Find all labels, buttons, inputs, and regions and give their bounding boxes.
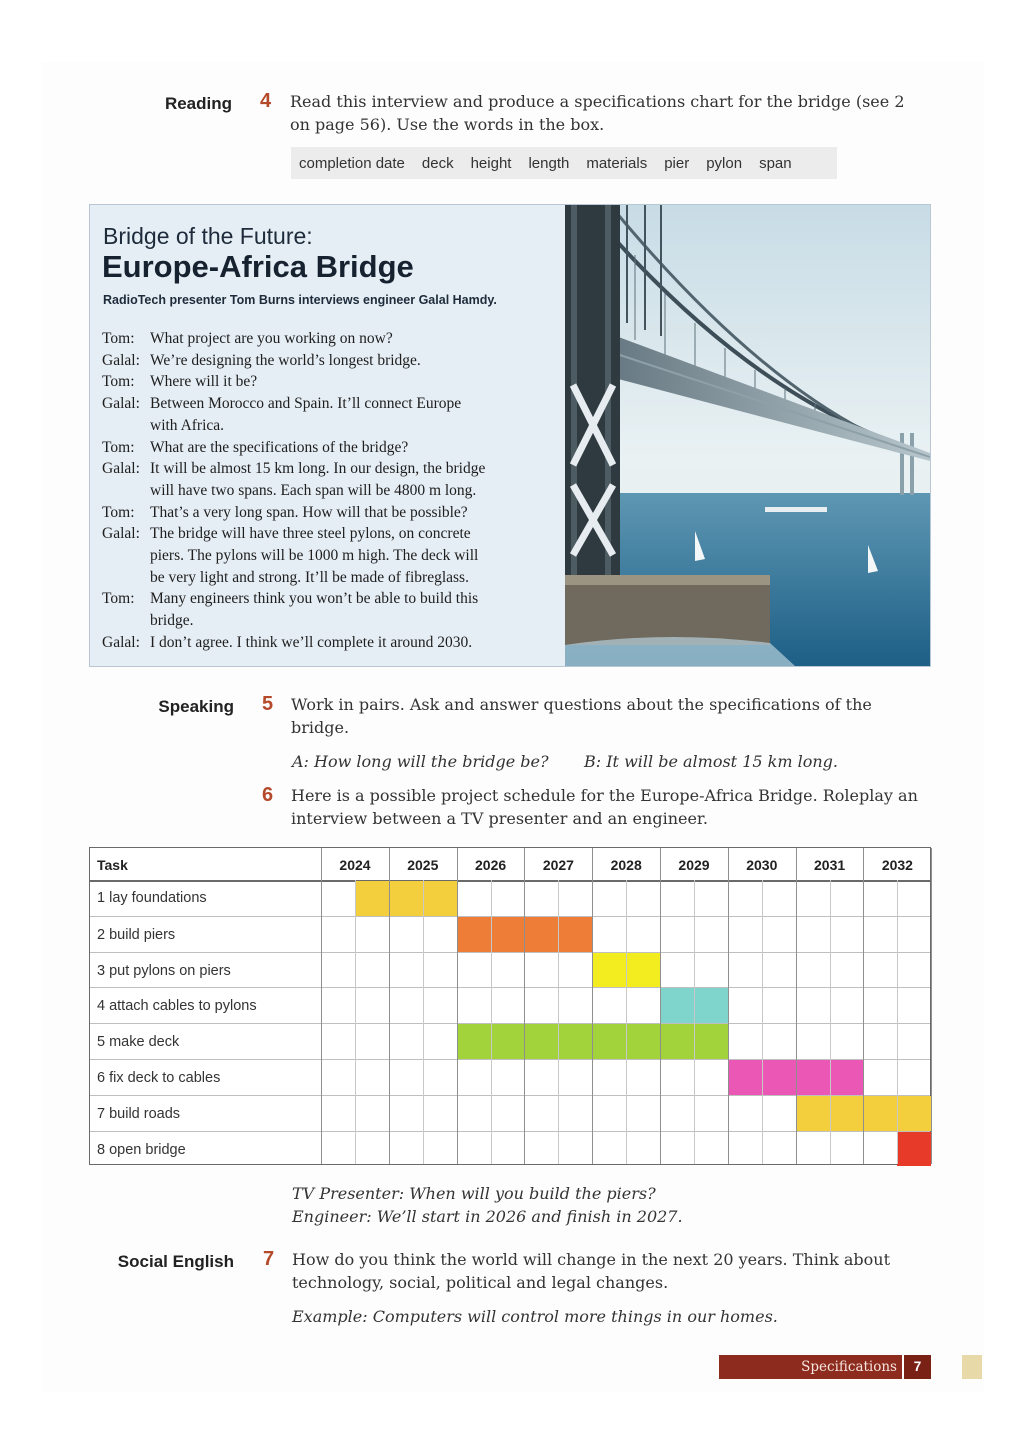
dialogue-line (102, 567, 552, 589)
dialogue-line (102, 350, 552, 372)
dialogue-text: Between Morocco and Spain. It’ll connect Europe (150, 395, 462, 413)
unit-title: Specifications (801, 1359, 897, 1375)
task-column-header: Task (97, 857, 128, 873)
speaker-name (102, 610, 150, 632)
task-label: 7 build roads (97, 1105, 181, 1122)
grid-line (457, 848, 458, 1164)
table-row (90, 952, 930, 989)
dialogue-line (102, 458, 552, 480)
grid-line (931, 848, 932, 1164)
exercise-5-number: 5 (262, 693, 274, 715)
speaker-name (102, 415, 150, 437)
speaker-name: Tom: (102, 590, 135, 608)
speaker-name (102, 480, 150, 502)
exercise-5-line-1: Work in pairs. Ask and answer questions about the specifications of the (291, 695, 872, 714)
grid-line (796, 848, 797, 1164)
table-row (90, 916, 930, 953)
exercise-7-number: 7 (263, 1248, 275, 1270)
table-row (90, 880, 930, 916)
dialogue-line (102, 610, 552, 632)
speaker-name: Galal: (102, 525, 140, 543)
word-box (291, 147, 837, 179)
article-box (89, 204, 931, 667)
speaker-name: Galal: (102, 351, 140, 369)
grid-line (762, 880, 763, 1164)
speaker-name (102, 567, 150, 589)
year-header: 2026 (475, 857, 507, 873)
example-question: A: How long will the bridge be? (292, 752, 549, 771)
task-label: 8 open bridge (97, 1141, 186, 1158)
dialogue-line (102, 480, 552, 502)
article-title: Europe-Africa Bridge (102, 249, 414, 284)
exercise-6-number: 6 (262, 784, 274, 806)
speaker-name: Galal: (102, 633, 140, 651)
task-label: 5 make deck (97, 1034, 180, 1051)
exercise-5-line-2: bridge. (291, 718, 350, 737)
word-item: materials (586, 154, 648, 172)
dialogue-line (102, 437, 552, 459)
year-header: 2031 (814, 857, 846, 873)
speaker-name: Galal: (102, 395, 140, 413)
grid-line (728, 848, 729, 1164)
word-item: span (759, 154, 792, 172)
grid-line (321, 848, 322, 1164)
exercise-4-line-2: on page 56). Use the words in the box. (290, 115, 605, 134)
grid-line (558, 880, 559, 1164)
interview-dialogue (102, 328, 552, 654)
exercise-6-line-2: interview between a TV presenter and an engineer. (291, 809, 708, 828)
dialogue-line (102, 588, 552, 610)
dialogue-text: Many engineers think you won’t be able to build this (150, 590, 479, 608)
task-label: 1 lay foundations (97, 890, 207, 906)
word-item: pylon (706, 154, 743, 172)
year-header: 2030 (746, 857, 778, 873)
exercise-4-line-1: Read this interview and produce a specifications chart for the bridge (see 2 (290, 92, 905, 111)
task-label: 2 build piers (97, 926, 176, 943)
grid-line (626, 880, 627, 1164)
dialogue-text: The bridge will have three steel pylons, on concrete (150, 525, 471, 543)
dialogue-line (102, 328, 552, 350)
grid-line (423, 880, 424, 1164)
year-header: 2024 (339, 857, 371, 873)
year-header: 2027 (542, 857, 574, 873)
word-item: length (528, 154, 570, 172)
dialogue-text: I don’t agree. I think we’ll complete it around 2030. (150, 633, 473, 651)
reading-label: Reading (164, 94, 232, 113)
dialogue-text: will have two spans. Each span will be 4800 m long. (150, 481, 477, 499)
project-schedule-table (89, 847, 931, 1165)
grid-line (389, 848, 390, 1164)
word-item: pier (664, 154, 690, 172)
social-english-label: Social English (117, 1252, 234, 1271)
exercise-7-line-2: technology, social, political and legal changes. (292, 1273, 669, 1292)
dialogue-line (102, 523, 552, 545)
exercise-4-number: 4 (260, 90, 272, 112)
article-subtitle: RadioTech presenter Tom Burns interviews engineer Galal Hamdy. (103, 293, 497, 307)
exercise-6-line-1: Here is a possible project schedule for the Europe-Africa Bridge. Roleplay an (291, 786, 918, 805)
speaker-name: Tom: (102, 330, 135, 347)
dialogue-example-line-1: TV Presenter: When will you build the piers? (292, 1184, 656, 1203)
dialogue-example-line-2: Engineer: We’ll start in 2026 and finish in 2027. (292, 1207, 683, 1226)
table-row (90, 987, 930, 1024)
word-item: height (470, 154, 512, 172)
dialogue-text: piers. The pylons will be 1000 m high. The deck will (150, 547, 479, 565)
dialogue-line (102, 371, 552, 393)
table-row (90, 1095, 930, 1132)
page-number: 7 (902, 1355, 931, 1379)
example-answer: B: It will be almost 15 km long. (584, 752, 838, 771)
suspension-bridge-illustration (565, 205, 930, 666)
dialogue-text: We’re designing the world’s longest bridge. (150, 351, 421, 369)
dialogue-line (102, 632, 552, 654)
grid-line (592, 848, 593, 1164)
speaker-name: Tom: (102, 373, 135, 391)
speaker-name: Tom: (102, 438, 135, 456)
page-edge-strip (962, 1355, 982, 1379)
dialogue-text: be very light and strong. It’ll be made of fibreglass. (150, 568, 469, 586)
grid-line (355, 880, 356, 1164)
article-kicker: Bridge of the Future: (103, 223, 313, 249)
task-label: 6 fix deck to cables (97, 1070, 221, 1086)
year-header: 2028 (610, 857, 642, 873)
dialogue-text: with Africa. (150, 416, 225, 434)
task-label: 3 put pylons on piers (97, 962, 231, 979)
grid-line (524, 848, 525, 1164)
year-header: 2032 (881, 857, 913, 873)
dialogue-line (102, 393, 552, 415)
footer-bar (719, 1355, 931, 1379)
schedule-header-row (90, 848, 930, 882)
grid-line (830, 880, 831, 1164)
exercise-7-example: Example: Computers will control more things in our homes. (292, 1307, 778, 1326)
dialogue-text: Where will it be? (150, 373, 258, 391)
grid-line (491, 880, 492, 1164)
grid-line (897, 880, 898, 1164)
word-item: deck (421, 154, 454, 172)
dialogue-text: bridge. (150, 612, 194, 630)
table-row (90, 1023, 930, 1060)
exercise-7-line-1: How do you think the world will change in the next 20 years. Think about (292, 1250, 891, 1269)
grid-line (863, 848, 864, 1164)
word-item: completion date (299, 154, 405, 172)
year-header: 2025 (407, 857, 439, 873)
dialogue-text: It will be almost 15 km long. In our design, the bridge (150, 460, 486, 478)
grid-line (694, 880, 695, 1164)
dialogue-line (102, 545, 552, 567)
table-row (90, 1059, 930, 1096)
dialogue-line (102, 415, 552, 437)
task-label: 4 attach cables to pylons (97, 998, 257, 1015)
table-row (90, 1131, 930, 1168)
speaker-name (102, 545, 150, 567)
dialogue-text: What project are you working on now? (150, 330, 393, 347)
dialogue-line (102, 502, 552, 524)
year-header: 2029 (678, 857, 710, 873)
dialogue-text: That’s a very long span. How will that be possible? (150, 503, 468, 521)
dialogue-text: What are the specifications of the bridge? (150, 438, 409, 456)
speaker-name: Galal: (102, 460, 140, 478)
bridge-photo (565, 205, 930, 666)
grid-line (660, 848, 661, 1164)
speaking-label: Speaking (158, 697, 234, 716)
speaker-name: Tom: (102, 503, 135, 521)
